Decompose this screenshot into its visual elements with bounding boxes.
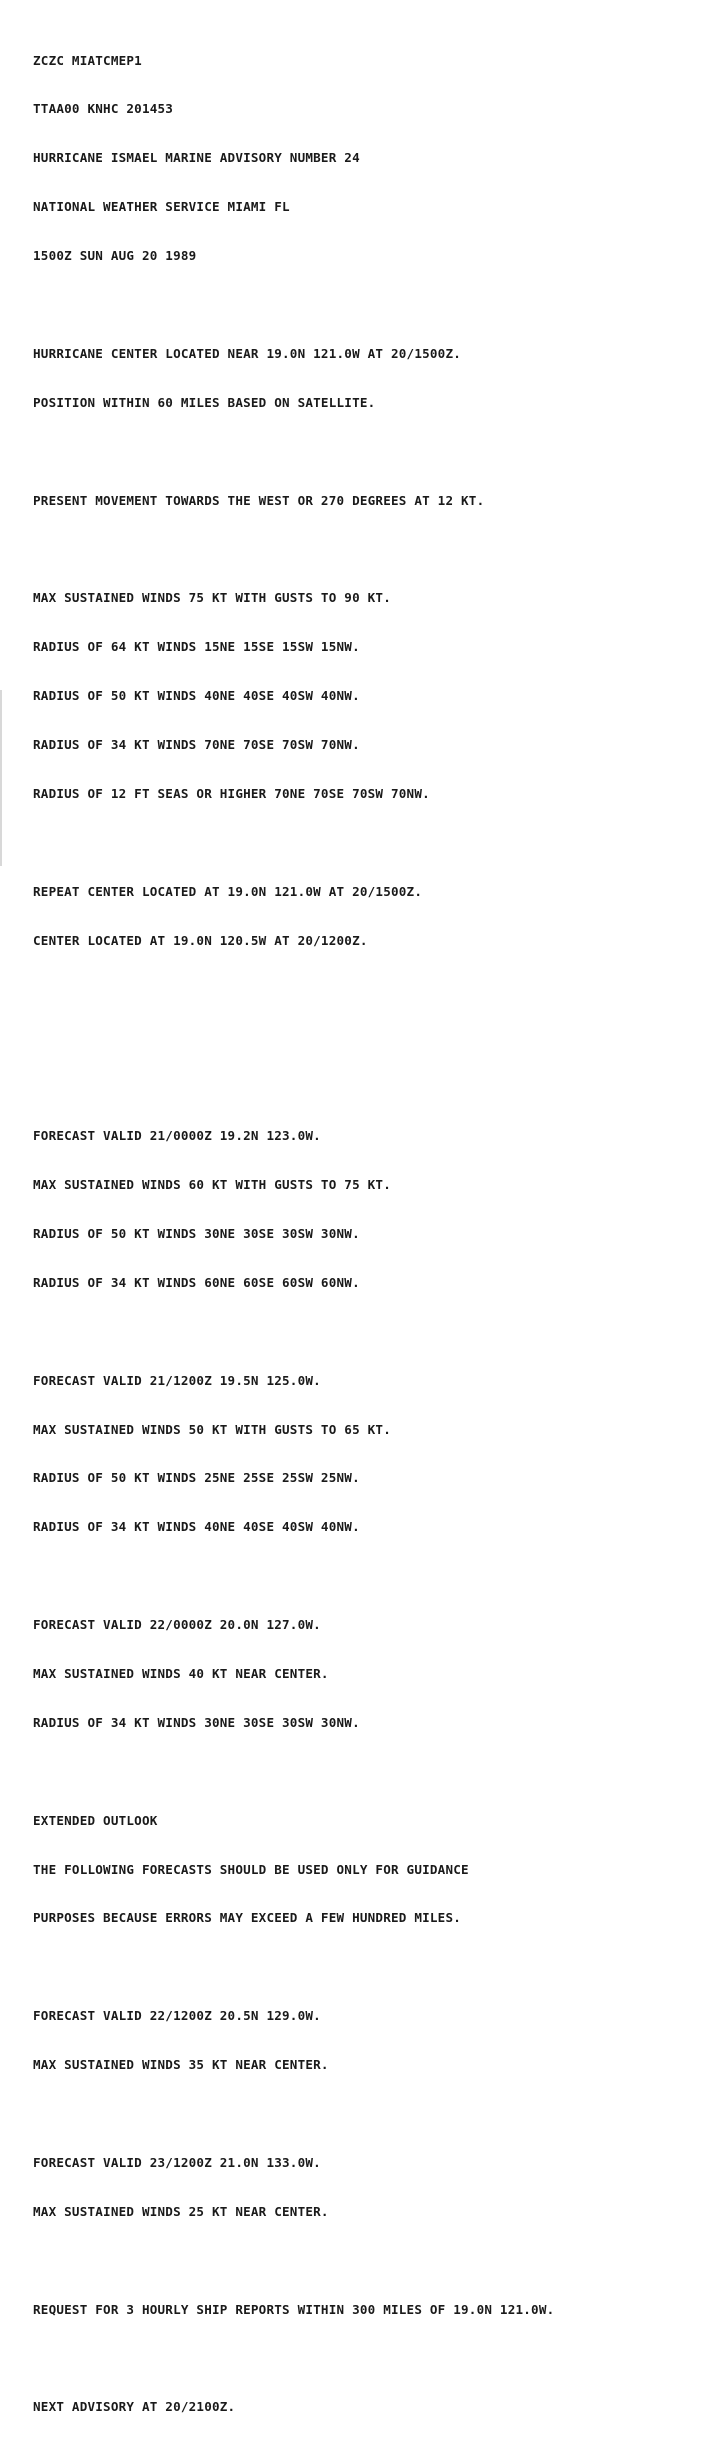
forecast-5-line-2: MAX SUSTAINED WINDS 25 KT NEAR CENTER. bbox=[33, 2203, 329, 2219]
forecast-1-line-3: RADIUS OF 50 KT WINDS 30NE 30SE 30SW 30NW. bbox=[33, 1225, 360, 1241]
request-line: REQUEST FOR 3 HOURLY SHIP REPORTS WITHIN 300 MILES OF 19.0N 121.0W. bbox=[33, 2301, 555, 2317]
center-line-2: POSITION WITHIN 60 MILES BASED ON SATELLITE. bbox=[33, 394, 376, 410]
scan-edge bbox=[0, 690, 2, 866]
forecast-2-line-2: MAX SUSTAINED WINDS 50 KT WITH GUSTS TO 65 KT. bbox=[33, 1421, 391, 1437]
blank-line bbox=[33, 1324, 554, 1340]
outlook-line-2: THE FOLLOWING FORECASTS SHOULD BE USED ONLY FOR GUIDANCE bbox=[33, 1861, 469, 1877]
forecast-2-line-4: RADIUS OF 34 KT WINDS 40NE 40SE 40SW 40NW. bbox=[33, 1519, 360, 1535]
header-line-4: NATIONAL WEATHER SERVICE MIAMI FL bbox=[33, 199, 290, 215]
outlook-line-1: EXTENDED OUTLOOK bbox=[33, 1812, 158, 1828]
forecast-2-line-1: FORECAST VALID 21/1200Z 19.5N 125.0W. bbox=[33, 1372, 321, 1388]
header-line-5: 1500Z SUN AUG 20 1989 bbox=[33, 248, 197, 264]
winds-line-5: RADIUS OF 12 FT SEAS OR HIGHER 70NE 70SE 70SW 70NW. bbox=[33, 785, 430, 801]
advisory-text bbox=[33, 20, 554, 2448]
forecast-1-line-1: FORECAST VALID 21/0000Z 19.2N 123.0W. bbox=[33, 1128, 321, 1144]
header-line-3: HURRICANE ISMAEL MARINE ADVISORY NUMBER 24 bbox=[33, 150, 360, 166]
repeat-line-1: REPEAT CENTER LOCATED AT 19.0N 121.0W AT 20/1500Z. bbox=[33, 883, 423, 899]
next-advisory-line: NEXT ADVISORY AT 20/2100Z. bbox=[33, 2399, 236, 2415]
blank-line bbox=[33, 1079, 554, 1095]
forecast-1-line-4: RADIUS OF 34 KT WINDS 60NE 60SE 60SW 60NW. bbox=[33, 1274, 360, 1290]
blank-line bbox=[33, 297, 554, 313]
blank-line bbox=[33, 444, 554, 460]
movement-line: PRESENT MOVEMENT TOWARDS THE WEST OR 270 DEGREES AT 12 KT. bbox=[33, 492, 485, 508]
blank-line bbox=[33, 1568, 554, 1584]
winds-line-2: RADIUS OF 64 KT WINDS 15NE 15SE 15SW 15NW. bbox=[33, 639, 360, 655]
forecast-4-line-1: FORECAST VALID 22/1200Z 20.5N 129.0W. bbox=[33, 2008, 321, 2024]
outlook-line-3: PURPOSES BECAUSE ERRORS MAY EXCEED A FEW HUNDRED MILES. bbox=[33, 1910, 462, 1926]
forecast-5-line-1: FORECAST VALID 23/1200Z 21.0N 133.0W. bbox=[33, 2154, 321, 2170]
blank-line bbox=[33, 1764, 554, 1780]
header-line-1: ZCZC MIATCMEP1 bbox=[33, 52, 142, 68]
forecast-3-line-3: RADIUS OF 34 KT WINDS 30NE 30SE 30SW 30NW. bbox=[33, 1714, 360, 1730]
blank-line bbox=[33, 835, 554, 851]
blank-line bbox=[33, 1030, 554, 1046]
blank-line bbox=[33, 542, 554, 558]
forecast-3-line-2: MAX SUSTAINED WINDS 40 KT NEAR CENTER. bbox=[33, 1665, 329, 1681]
winds-line-3: RADIUS OF 50 KT WINDS 40NE 40SE 40SW 40NW. bbox=[33, 688, 360, 704]
forecast-4-line-2: MAX SUSTAINED WINDS 35 KT NEAR CENTER. bbox=[33, 2057, 329, 2073]
blank-line bbox=[33, 2350, 554, 2366]
winds-line-1: MAX SUSTAINED WINDS 75 KT WITH GUSTS TO 90 KT. bbox=[33, 590, 391, 606]
blank-line bbox=[33, 2106, 554, 2122]
forecast-3-line-1: FORECAST VALID 22/0000Z 20.0N 127.0W. bbox=[33, 1617, 321, 1633]
repeat-line-2: CENTER LOCATED AT 19.0N 120.5W AT 20/1200Z. bbox=[33, 932, 368, 948]
blank-line bbox=[33, 982, 554, 998]
blank-line bbox=[33, 1959, 554, 1975]
winds-line-4: RADIUS OF 34 KT WINDS 70NE 70SE 70SW 70NW. bbox=[33, 737, 360, 753]
forecast-1-line-2: MAX SUSTAINED WINDS 60 KT WITH GUSTS TO 75 KT. bbox=[33, 1177, 391, 1193]
center-line-1: HURRICANE CENTER LOCATED NEAR 19.0N 121.0W AT 20/1500Z. bbox=[33, 345, 462, 361]
blank-line bbox=[33, 2253, 554, 2269]
forecast-2-line-3: RADIUS OF 50 KT WINDS 25NE 25SE 25SW 25NW. bbox=[33, 1470, 360, 1486]
header-line-2: TTAA00 KNHC 201453 bbox=[33, 101, 174, 117]
